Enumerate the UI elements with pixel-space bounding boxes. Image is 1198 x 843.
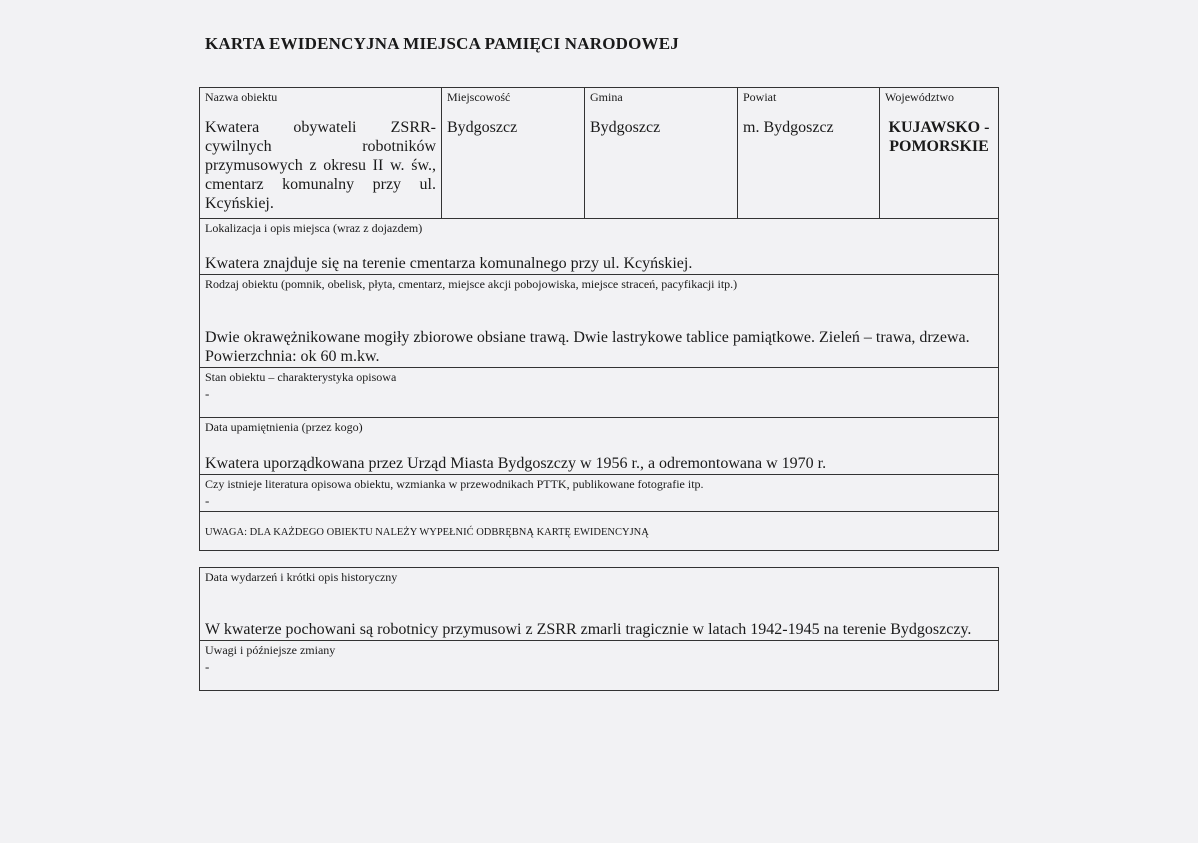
literatura-value: - bbox=[205, 493, 210, 508]
rodzaj-obiektu-label: Rodzaj obiektu (pomnik, obelisk, płyta, cmentarz, miejsce akcji pobojowiska, miejsce straceń, pacyfikacji itp.) bbox=[205, 277, 738, 291]
registration-card-history bbox=[199, 567, 999, 691]
data-upamietnienia-value: Kwatera uporządkowana przez Urząd Miasta Bydgoszczy w 1956 r., a odremontowana w 1970 r. bbox=[205, 455, 827, 472]
cell-nazwa-obiektu bbox=[200, 88, 442, 218]
wojewodztwo-value: KUJAWSKO - POMORSKIE bbox=[888, 119, 990, 155]
opis-historyczny-value: W kwaterze pochowani są robotnicy przymusowi z ZSRR zmarli tragicznie w latach 1942-1945 na terenie Bydgoszczy. bbox=[205, 621, 972, 638]
powiat-value: m. Bydgoszcz bbox=[743, 119, 834, 136]
header-row bbox=[200, 88, 998, 219]
cell-miejscowosc bbox=[442, 88, 585, 218]
section-uwaga bbox=[200, 512, 998, 551]
rodzaj-obiektu-area: Powierzchnia: ok 60 m.kw. bbox=[205, 348, 380, 365]
miejscowosc-value: Bydgoszcz bbox=[447, 119, 518, 136]
literatura-label: Czy istnieje literatura opisowa obiektu, wzmianka w przewodnikach PTTK, publikowane fotografie itp. bbox=[205, 477, 704, 491]
cell-wojewodztwo bbox=[880, 88, 998, 218]
data-upamietnienia-label: Data upamiętnienia (przez kogo) bbox=[205, 420, 363, 434]
uwagi-zmiany-label: Uwagi i późniejsze zmiany bbox=[205, 643, 336, 657]
registration-card-main bbox=[199, 87, 999, 551]
lokalizacja-value: Kwatera znajduje się na terenie cmentarza komunalnego przy ul. Kcyńskiej. bbox=[205, 255, 693, 272]
nazwa-obiektu-label: Nazwa obiektu bbox=[205, 90, 278, 104]
section-opis-historyczny bbox=[200, 568, 998, 641]
wojewodztwo-label: Województwo bbox=[885, 90, 955, 104]
cell-powiat bbox=[738, 88, 880, 218]
nazwa-obiektu-value: Kwatera obywateli ZSRR-cywilnych robotników przymusowych z okresu II w. św., cmentarz komunalny przy ul. Kcyńskiej. bbox=[205, 119, 436, 212]
powiat-label: Powiat bbox=[743, 90, 777, 104]
section-lokalizacja bbox=[200, 219, 998, 275]
uwaga-note: UWAGA: DLA KAŻDEGO OBIEKTU NALEŻY WYPEŁNIĆ ODBRĘBNĄ KARTĘ EWIDENCYJNĄ bbox=[205, 527, 649, 538]
opis-historyczny-label: Data wydarzeń i krótki opis historyczny bbox=[205, 570, 398, 584]
section-uwagi-zmiany bbox=[200, 641, 998, 690]
gmina-label: Gmina bbox=[590, 90, 623, 104]
section-rodzaj-obiektu bbox=[200, 275, 998, 368]
miejscowosc-label: Miejscowość bbox=[447, 90, 511, 104]
lokalizacja-label: Lokalizacja i opis miejsca (wraz z dojazdem) bbox=[205, 221, 423, 235]
rodzaj-obiektu-value: Dwie okrawężnikowane mogiły zbiorowe obsiane trawą. Dwie lastrykowe tablice pamiątkowe. Zieleń – trawa, drzewa. bbox=[205, 329, 970, 346]
stan-obiektu-value: - bbox=[205, 386, 210, 401]
section-data-upamietnienia bbox=[200, 418, 998, 475]
section-literatura bbox=[200, 475, 998, 512]
cell-gmina bbox=[585, 88, 738, 218]
uwagi-zmiany-value: - bbox=[205, 659, 210, 674]
page-title: KARTA EWIDENCYJNA MIEJSCA PAMIĘCI NARODOWEJ bbox=[205, 34, 679, 53]
gmina-value: Bydgoszcz bbox=[590, 119, 661, 136]
section-stan-obiektu bbox=[200, 368, 998, 418]
stan-obiektu-label: Stan obiektu – charakterystyka opisowa bbox=[205, 370, 397, 384]
